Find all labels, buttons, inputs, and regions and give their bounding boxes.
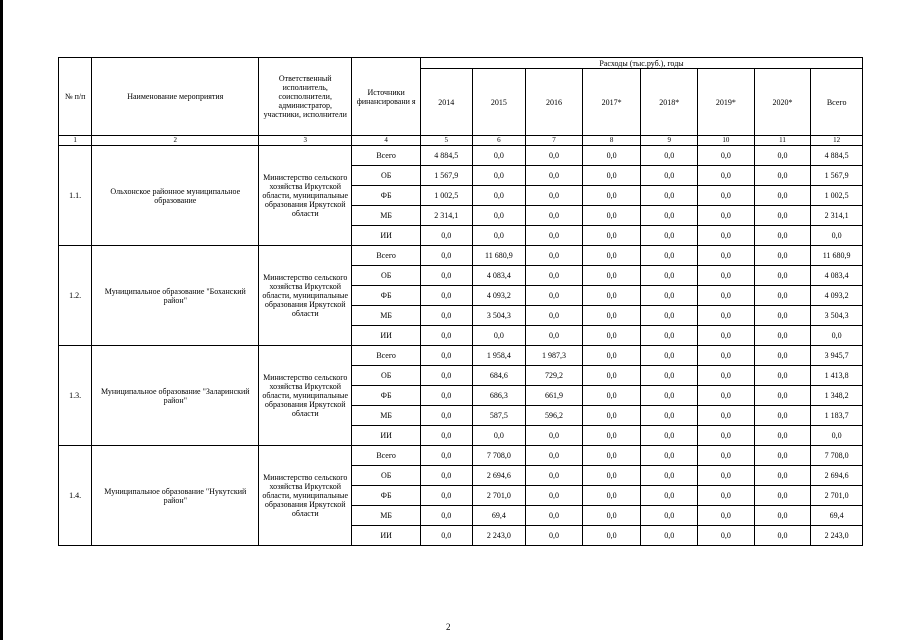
year-value: 4 884,5 [421,146,473,166]
item-name: Муниципальное образование "Заларинский район" [92,346,259,446]
total-value: 2 314,1 [811,206,863,226]
year-value: 0,0 [698,526,755,546]
table-row [59,346,863,366]
column-number: 12 [811,136,863,146]
year-value: 0,0 [421,406,473,426]
year-value: 0,0 [641,166,698,186]
year-value: 0,0 [641,246,698,266]
year-value: 686,3 [472,386,526,406]
column-number: 8 [582,136,641,146]
year-value: 0,0 [641,506,698,526]
item-responsible: Министерство сельского хозяйства Иркутской области, муниципальные образования Иркутской области [259,346,352,446]
year-value: 0,0 [698,226,755,246]
header-responsible: Ответственный исполнитель, соисполнители, администратор, участники, исполнители [259,58,352,136]
header-sources: Источники финансировани я [352,58,421,136]
expenses-table [58,57,863,546]
year-value: 0,0 [472,166,526,186]
year-value: 0,0 [641,486,698,506]
year-value: 596,2 [526,406,583,426]
table-body [59,146,863,546]
year-value: 0,0 [472,186,526,206]
year-value: 0,0 [526,166,583,186]
year-value: 7 708,0 [472,446,526,466]
total-value: 4 884,5 [811,146,863,166]
year-value: 0,0 [582,266,641,286]
page-number: 2 [446,622,451,632]
column-number-row [59,136,863,146]
header-year: 2020* [754,69,811,136]
total-value: 1 413,8 [811,366,863,386]
year-value: 4 083,4 [472,266,526,286]
year-value: 0,0 [582,366,641,386]
item-responsible: Министерство сельского хозяйства Иркутской области, муниципальные образования Иркутской области [259,446,352,546]
year-value: 1 987,3 [526,346,583,366]
year-value: 0,0 [698,306,755,326]
header-year: 2018* [641,69,698,136]
total-value: 11 680,9 [811,246,863,266]
year-value: 0,0 [698,206,755,226]
year-value: 0,0 [641,426,698,446]
year-value: 0,0 [526,466,583,486]
year-value: 0,0 [526,186,583,206]
year-value: 0,0 [582,406,641,426]
year-value: 0,0 [421,226,473,246]
year-value: 0,0 [582,226,641,246]
year-value: 0,0 [472,326,526,346]
funding-source: ОБ [352,466,421,486]
year-value: 0,0 [754,506,811,526]
funding-source: Всего [352,346,421,366]
column-number: 7 [526,136,583,146]
year-value: 0,0 [582,466,641,486]
year-value: 0,0 [472,226,526,246]
header-num: № п/п [59,58,92,136]
year-value: 0,0 [526,426,583,446]
year-value: 11 680,9 [472,246,526,266]
header-year: 2016 [526,69,583,136]
year-value: 0,0 [472,206,526,226]
total-value: 0,0 [811,226,863,246]
year-value: 0,0 [698,166,755,186]
year-value: 0,0 [698,286,755,306]
year-value: 0,0 [754,146,811,166]
year-value: 0,0 [421,346,473,366]
header-year: 2019* [698,69,755,136]
year-value: 0,0 [754,526,811,546]
year-value: 0,0 [754,186,811,206]
year-value: 0,0 [641,446,698,466]
year-value: 0,0 [641,326,698,346]
year-value: 0,0 [582,386,641,406]
year-value: 661,9 [526,386,583,406]
header-year: 2014 [421,69,473,136]
year-value: 0,0 [526,446,583,466]
column-number: 9 [641,136,698,146]
funding-source: МБ [352,206,421,226]
table-row [59,146,863,166]
header-total: Всего [811,69,863,136]
header-year: 2017* [582,69,641,136]
funding-source: Всего [352,446,421,466]
year-value: 0,0 [421,466,473,486]
year-value: 0,0 [641,386,698,406]
year-value: 0,0 [582,166,641,186]
year-value: 0,0 [421,426,473,446]
column-number: 1 [59,136,92,146]
total-value: 4 083,4 [811,266,863,286]
year-value: 0,0 [698,326,755,346]
year-value: 0,0 [698,446,755,466]
year-value: 0,0 [582,446,641,466]
year-value: 0,0 [582,426,641,446]
year-value: 0,0 [754,246,811,266]
year-value: 0,0 [754,406,811,426]
column-number: 11 [754,136,811,146]
year-value: 0,0 [421,386,473,406]
funding-source: ИИ [352,526,421,546]
item-responsible: Министерство сельского хозяйства Иркутской области, муниципальные образования Иркутской области [259,146,352,246]
total-value: 1 567,9 [811,166,863,186]
table-row [59,446,863,466]
total-value: 1 348,2 [811,386,863,406]
year-value: 0,0 [641,346,698,366]
year-value: 0,0 [754,326,811,346]
year-value: 0,0 [582,526,641,546]
funding-source: ФБ [352,386,421,406]
year-value: 2 694,6 [472,466,526,486]
column-number: 6 [472,136,526,146]
year-value: 0,0 [582,186,641,206]
year-value: 587,5 [472,406,526,426]
total-value: 0,0 [811,326,863,346]
year-value: 0,0 [698,246,755,266]
year-value: 0,0 [641,406,698,426]
year-value: 0,0 [421,506,473,526]
year-value: 0,0 [754,346,811,366]
year-value: 0,0 [698,406,755,426]
year-value: 0,0 [582,306,641,326]
funding-source: ФБ [352,186,421,206]
year-value: 0,0 [698,426,755,446]
funding-source: ИИ [352,426,421,446]
header-expenses: Расходы (тыс.руб.), годы [421,58,863,69]
year-value: 0,0 [421,246,473,266]
year-value: 0,0 [641,526,698,546]
year-value: 0,0 [526,146,583,166]
column-number: 2 [92,136,259,146]
year-value: 0,0 [421,446,473,466]
total-value: 1 002,5 [811,186,863,206]
year-value: 0,0 [754,226,811,246]
item-name: Муниципальное образование "Боханский район" [92,246,259,346]
year-value: 0,0 [641,146,698,166]
funding-source: МБ [352,506,421,526]
year-value: 0,0 [754,466,811,486]
year-value: 0,0 [472,426,526,446]
year-value: 0,0 [526,326,583,346]
year-value: 0,0 [754,386,811,406]
year-value: 0,0 [582,206,641,226]
year-value: 0,0 [754,486,811,506]
funding-source: МБ [352,306,421,326]
year-value: 0,0 [526,286,583,306]
header-name: Наименование мероприятия [92,58,259,136]
year-value: 0,0 [421,306,473,326]
year-value: 0,0 [582,326,641,346]
header-year: 2015 [472,69,526,136]
year-value: 0,0 [641,186,698,206]
item-responsible: Министерство сельского хозяйства Иркутской области, муниципальные образования Иркутской области [259,246,352,346]
year-value: 0,0 [698,486,755,506]
year-value: 0,0 [698,366,755,386]
year-value: 0,0 [526,506,583,526]
year-value: 69,4 [472,506,526,526]
total-value: 3 504,3 [811,306,863,326]
item-number: 1.2. [59,246,92,346]
item-number: 1.3. [59,346,92,446]
year-value: 0,0 [421,326,473,346]
year-value: 0,0 [526,206,583,226]
year-value: 0,0 [698,506,755,526]
year-value: 0,0 [698,466,755,486]
year-value: 0,0 [754,426,811,446]
year-value: 0,0 [641,286,698,306]
total-value: 2 243,0 [811,526,863,546]
column-number: 4 [352,136,421,146]
year-value: 0,0 [421,266,473,286]
year-value: 0,0 [582,346,641,366]
year-value: 0,0 [754,306,811,326]
column-number: 10 [698,136,755,146]
funding-source: ОБ [352,266,421,286]
year-value: 0,0 [582,506,641,526]
year-value: 0,0 [698,266,755,286]
year-value: 1 002,5 [421,186,473,206]
year-value: 0,0 [698,346,755,366]
year-value: 0,0 [582,486,641,506]
year-value: 1 567,9 [421,166,473,186]
year-value: 0,0 [582,246,641,266]
year-value: 0,0 [754,446,811,466]
total-value: 7 708,0 [811,446,863,466]
total-value: 1 183,7 [811,406,863,426]
year-value: 0,0 [421,526,473,546]
year-value: 0,0 [526,266,583,286]
funding-source: ФБ [352,486,421,506]
year-value: 0,0 [526,226,583,246]
total-value: 2 694,6 [811,466,863,486]
year-value: 0,0 [754,206,811,226]
year-value: 0,0 [754,166,811,186]
year-value: 2 243,0 [472,526,526,546]
page-edge-line [0,0,3,640]
item-number: 1.4. [59,446,92,546]
funding-source: ИИ [352,226,421,246]
year-value: 0,0 [641,306,698,326]
year-value: 0,0 [526,246,583,266]
column-number: 5 [421,136,473,146]
year-value: 2 701,0 [472,486,526,506]
year-value: 0,0 [641,226,698,246]
year-value: 4 093,2 [472,286,526,306]
year-value: 0,0 [698,386,755,406]
total-value: 3 945,7 [811,346,863,366]
year-value: 0,0 [698,146,755,166]
item-name: Муниципальное образование "Нукутский район" [92,446,259,546]
year-value: 0,0 [582,286,641,306]
column-number: 3 [259,136,352,146]
year-value: 0,0 [754,266,811,286]
year-value: 0,0 [526,486,583,506]
year-value: 0,0 [641,466,698,486]
funding-source: ОБ [352,366,421,386]
total-value: 2 701,0 [811,486,863,506]
funding-source: ФБ [352,286,421,306]
total-value: 4 093,2 [811,286,863,306]
funding-source: ОБ [352,166,421,186]
year-value: 0,0 [526,306,583,326]
year-value: 0,0 [526,526,583,546]
year-value: 0,0 [421,486,473,506]
total-value: 0,0 [811,426,863,446]
item-number: 1.1. [59,146,92,246]
year-value: 0,0 [641,206,698,226]
funding-source: Всего [352,146,421,166]
table-row [59,246,863,266]
year-value: 0,0 [754,286,811,306]
year-value: 684,6 [472,366,526,386]
funding-source: МБ [352,406,421,426]
year-value: 0,0 [641,266,698,286]
funding-source: ИИ [352,326,421,346]
funding-source: Всего [352,246,421,266]
year-value: 2 314,1 [421,206,473,226]
year-value: 1 958,4 [472,346,526,366]
total-value: 69,4 [811,506,863,526]
year-value: 0,0 [641,366,698,386]
item-name: Ольхонское районное муниципальное образование [92,146,259,246]
year-value: 0,0 [754,366,811,386]
year-value: 0,0 [421,366,473,386]
year-value: 729,2 [526,366,583,386]
year-value: 0,0 [421,286,473,306]
year-value: 0,0 [582,146,641,166]
year-value: 0,0 [472,146,526,166]
year-value: 3 504,3 [472,306,526,326]
year-value: 0,0 [698,186,755,206]
